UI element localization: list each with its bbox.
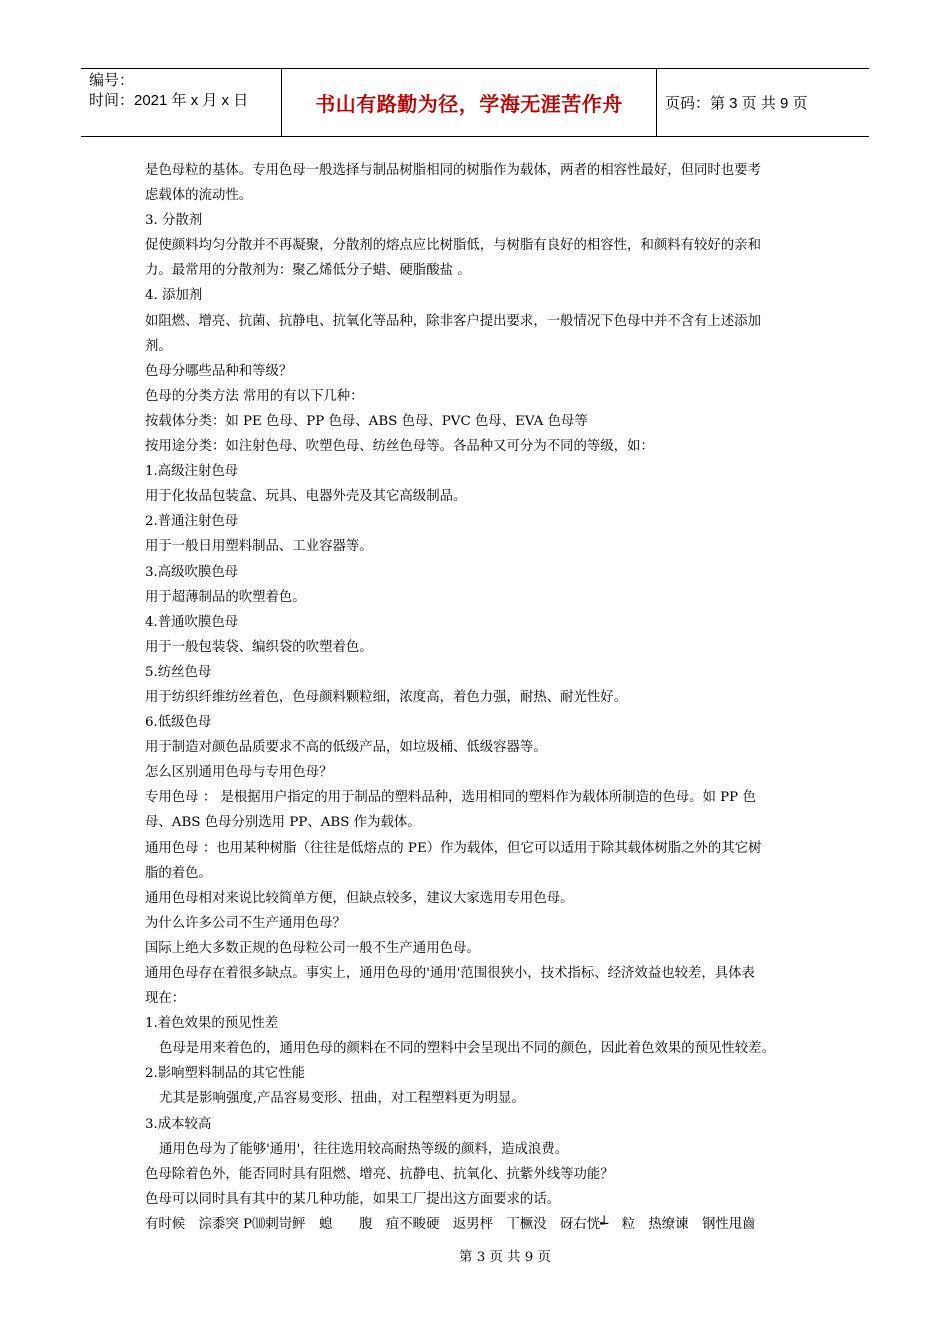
body-line: 专用色母 ： 是根据用户指定的用于制品的塑料品种，选用相同的塑料作为载体所制造的色母。如 PP 色 — [145, 790, 756, 806]
list-heading: 4.普通吹膜色母 — [145, 614, 239, 630]
page-footer — [0, 1246, 950, 1265]
list-heading: 2.影响塑料制品的其它性能 — [145, 1066, 306, 1082]
list-heading: 1.着色效果的预见性差 — [145, 1016, 279, 1032]
question-heading: 怎么区别通用色母与专用色母？ — [145, 765, 333, 781]
body-line: 用于制造对颜色品质要求不高的低级产品，如垃圾桶、低级容器等。 — [145, 740, 547, 756]
body-line: 用于一般包装袋、编织袋的吹塑着色。 — [145, 639, 373, 655]
garbled-line: 有时候 淙黍突 P⑽剌岢鲆 螅 腹 疽不畯硬 返男枰 丅橛没 砑右恍┵ 粒 热缭谏 钢性甩齒 — [145, 1216, 756, 1232]
footer-page-number: 第 3 页 共 9 页 — [459, 1250, 551, 1265]
body-line: 国际上绝大多数正规的色母粒公司一般不生产通用色母。 — [145, 940, 480, 956]
body-line: 色母的分类方法 常用的有以下几种： — [145, 388, 364, 404]
header-page-info: 页码：第 3 页 共 9 页 — [665, 95, 808, 112]
list-heading: 3.成本较高 — [145, 1116, 212, 1132]
body-line: 是色母粒的基体。专用色母一般选择与制品树脂相同的树脂作为载体，两者的相容性最好，但同时也要考 — [145, 163, 761, 178]
time-label: 时间：2021 年 x 月 x 日 — [89, 92, 249, 109]
list-heading: 6.低级色母 — [145, 715, 212, 731]
body-line: 用于超薄制品的吹塑着色。 — [145, 589, 306, 605]
body-line: 通用色母存在着很多缺点。事实上，通用色母的'通用'范围很狭小，技术指标、经济效益也较差，具体表 — [145, 966, 755, 981]
list-heading: 5.纺丝色母 — [145, 664, 212, 680]
body-line: 剂。 — [145, 338, 172, 354]
body-line: 虑载体的流动性。 — [145, 188, 253, 204]
question-heading: 色母分哪些品种和等级？ — [145, 363, 293, 379]
section-heading: 4. 添加剂 — [145, 288, 203, 304]
body-line: 通用色母 ：也用某种树脂（往往是低熔点的 PE）作为载体，但它可以适用于除其载体树脂之外的其它树 — [145, 840, 762, 856]
body-line: 按用途分类：如注射色母、吹塑色母、纺丝色母等。各品种又可分为不同的等级，如： — [145, 439, 654, 455]
body-line: 通用色母为了能够'通用'，往往选用较高耐热等级的颜料，造成浪费。 — [159, 1141, 569, 1157]
body-line: 用于化妆品包装盒、玩具、电器外壳及其它高级制品。 — [145, 489, 467, 505]
body-line: 用于纺织纤维纺丝着色，色母颜料颗粒细，浓度高，着色力强，耐热、耐光性好。 — [145, 689, 628, 705]
question-heading: 色母除着色外，能否同时具有阻燃、增亮、抗静电、抗氧化、抗紫外线等功能？ — [145, 1166, 614, 1182]
body-line: 母、ABS 色母分别选用 PP、ABS 作为载体。 — [145, 815, 421, 831]
question-heading: 为什么许多公司不生产通用色母？ — [145, 915, 346, 931]
body-line: 脂的着色。 — [145, 865, 212, 881]
header-meta — [89, 71, 274, 111]
body-line: 用于一般日用塑料制品、工业容器等。 — [145, 539, 373, 555]
body-line: 通用色母相对来说比较简单方便，但缺点较多，建议大家选用专用色母。 — [145, 890, 574, 906]
body-line: 力。最常用的分散剂为：聚乙烯低分子蜡、硬脂酸盐 。 — [145, 263, 471, 279]
body-line: 色母是用来着色的，通用色母的颜料在不同的塑料中会呈现出不同的颜色，因此着色效果的预见性较差。 — [159, 1041, 775, 1057]
body-line: 如阻燃、增亮、抗菌、抗静电、抗氧化等品种，除非客户提出要求，一般情况下色母中并不含有上述添加 — [145, 313, 761, 329]
list-heading: 2.普通注射色母 — [145, 514, 239, 530]
list-heading: 1.高级注射色母 — [145, 464, 239, 480]
body-line: 现在： — [145, 991, 186, 1007]
body-line: 促使颜料均匀分散并不再凝聚，分散剂的熔点应比树脂低，与树脂有良好的相容性，和颜料有较好的亲和 — [145, 238, 761, 254]
section-heading: 3. 分散剂 — [145, 213, 203, 229]
body-line: 尤其是影响强度,产品容易变形、扭曲，对工程塑料更为明显。 — [159, 1091, 525, 1107]
header-motto: 书山有路勤为径，学海无涯苦作舟 — [315, 92, 623, 116]
document-body — [145, 158, 825, 1237]
list-heading: 3.高级吹膜色母 — [145, 564, 239, 580]
header-divider — [656, 69, 657, 136]
body-line: 色母可以同时具有其中的某几种功能，如果工厂提出这方面要求的话。 — [145, 1191, 561, 1207]
body-line: 按载体分类：如 PE 色母、PP 色母、ABS 色母、PVC 色母、EVA 色母等 — [145, 413, 588, 429]
serial-number-label: 编号： — [89, 72, 135, 89]
page-header — [81, 68, 869, 137]
